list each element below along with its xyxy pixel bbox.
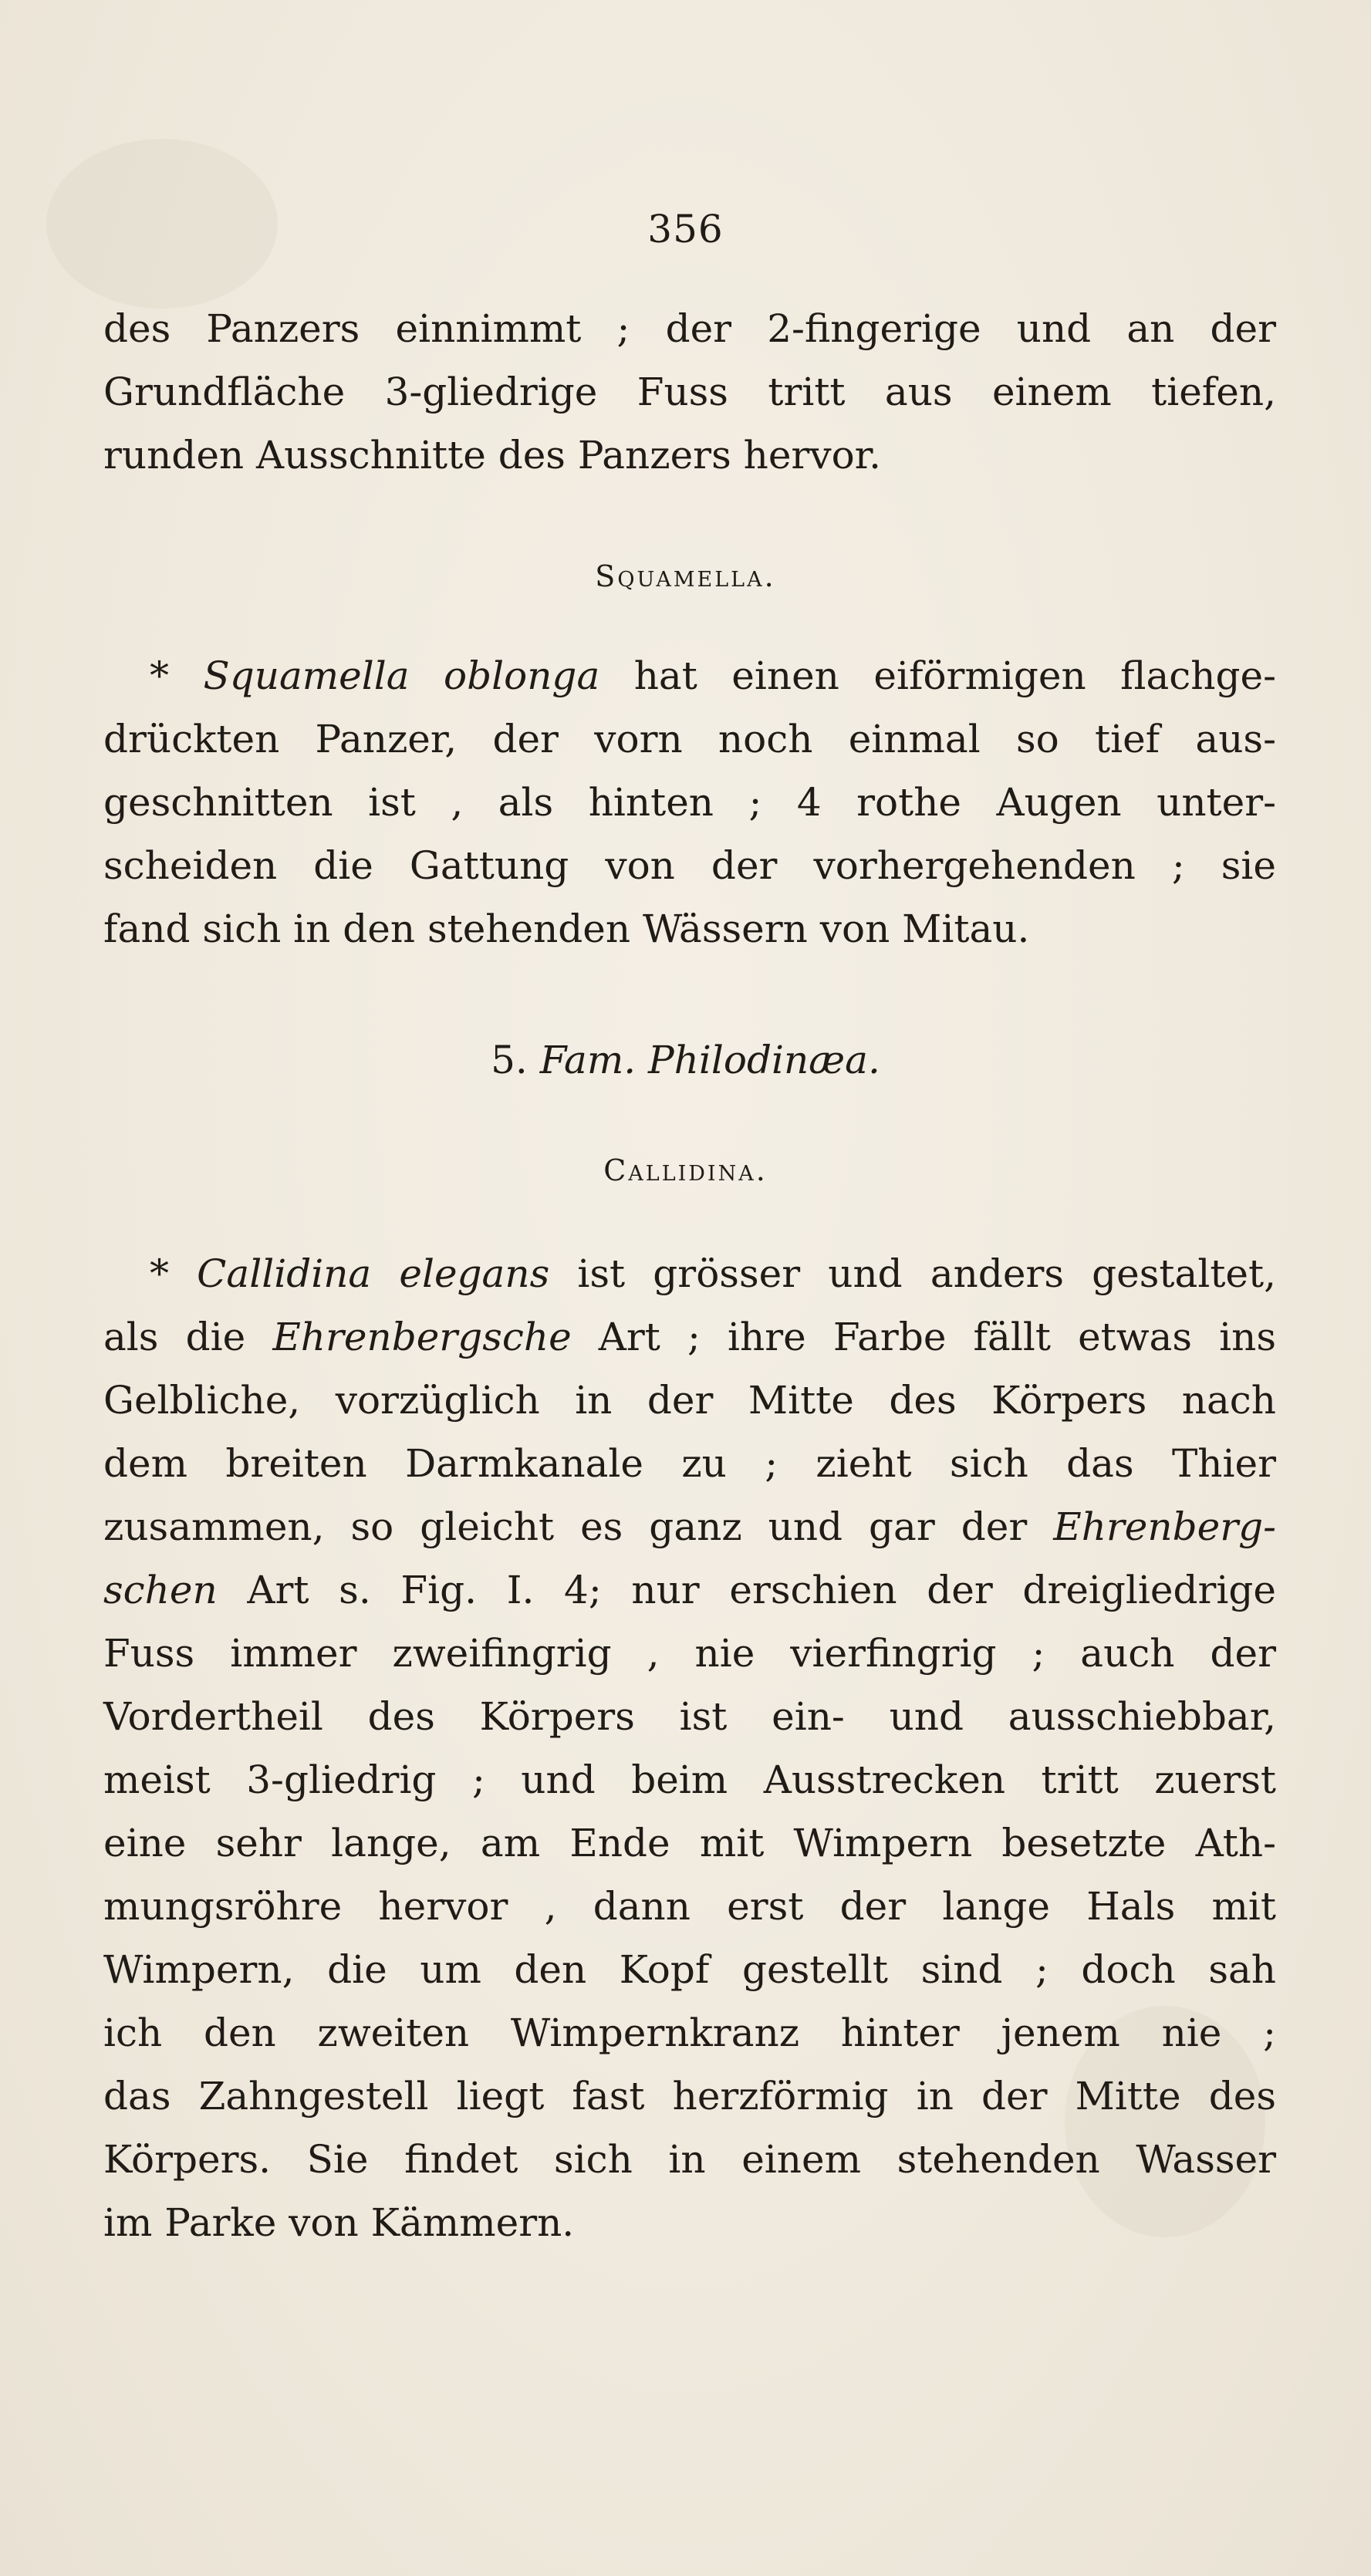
species-name: Squamella oblonga <box>203 653 600 698</box>
text-line: mungsröhre hervor , dann erst der lange Hals mit <box>103 1884 1276 1929</box>
text-line: Fuss immer zweifingrig , nie vierfingrig ; auch der <box>103 1631 1276 1676</box>
text-line: runden Ausschnitte des Panzers hervor. <box>103 433 881 478</box>
species-name: Callidina elegans <box>197 1251 550 1296</box>
text-line: * Squamella oblonga hat einen eiförmigen flachge- <box>150 653 1276 698</box>
paragraph-callidina <box>103 1242 1276 2254</box>
text-line: das Zahngestell liegt fast herzförmig in der Mitte des <box>103 2074 1276 2119</box>
text-line: Körpers. Sie findet sich in einem stehenden Wasser <box>103 2137 1276 2182</box>
text-line: drückten Panzer, der vorn noch einmal so tief aus- <box>103 717 1276 761</box>
text-line: eine sehr lange, am Ende mit Wimpern besetzte Ath- <box>103 1821 1276 1865</box>
text-line: ich den zweiten Wimpernkranz hinter jenem nie ; <box>103 2010 1276 2055</box>
text-line: * Callidina elegans ist grösser und anders gestaltet, <box>150 1251 1276 1296</box>
text-line: im Parke von Kämmern. <box>103 2200 575 2245</box>
text-line: Gelbliche, vorzüglich in der Mitte des Körpers nach <box>103 1378 1276 1423</box>
text-line: des Panzers einnimmt ; der 2-fingerige und an der <box>103 306 1276 351</box>
text-line: zusammen, so gleicht es ganz und gar der Ehrenberg- <box>103 1504 1276 1549</box>
text-line: dem breiten Darmkanale zu ; zieht sich das Thier <box>103 1441 1276 1486</box>
text-line: Vordertheil des Körpers ist ein- und ausschiebbar, <box>103 1694 1276 1739</box>
page-number: 356 <box>647 207 724 252</box>
text-line: Grundfläche 3-gliedrige Fuss tritt aus einem tiefen, <box>103 370 1276 414</box>
paragraph-continuation <box>103 297 1276 487</box>
text-line: als die Ehrenbergsche Art ; ihre Farbe fällt etwas ins <box>103 1315 1276 1359</box>
genus-heading-callidina: Callidina. <box>603 1153 768 1187</box>
genus-heading-squamella: Squamella. <box>595 559 776 593</box>
text-line: fand sich in den stehenden Wässern von Mitau. <box>103 906 1030 951</box>
family-heading: 5. Fam. Philodinæa. <box>491 1038 880 1082</box>
text-line: Wimpern, die um den Kopf gestellt sind ; doch sah <box>103 1947 1276 1992</box>
paragraph-squamella <box>103 644 1276 961</box>
text-line: meist 3-gliedrig ; und beim Ausstrecken tritt zuerst <box>103 1757 1276 1802</box>
text-line: schen Art s. Fig. I. 4; nur erschien der dreigliedrige <box>103 1568 1276 1612</box>
text-line: geschnitten ist , als hinten ; 4 rothe Augen unter- <box>103 780 1276 825</box>
text-line: scheiden die Gattung von der vorhergehenden ; sie <box>103 843 1276 888</box>
